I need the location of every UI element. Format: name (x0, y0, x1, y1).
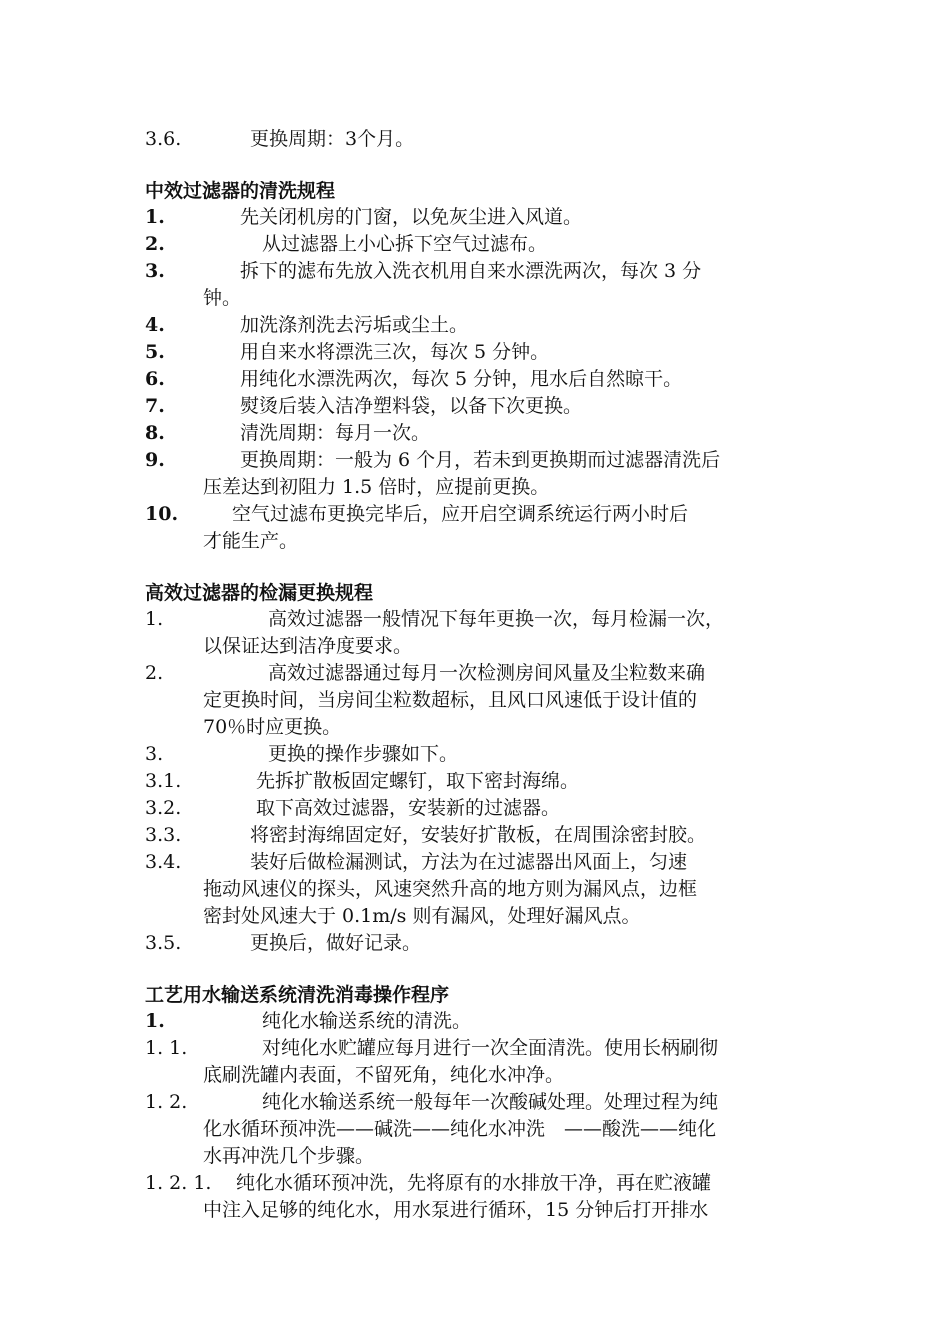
item-number: 6. (145, 368, 165, 390)
item-number: 3.4. (145, 851, 182, 873)
item-number: 1. (145, 206, 165, 228)
item-text-continued: 化水循环预冲洗——碱洗——纯化水冲洗 ——酸洗——纯化 (203, 1118, 717, 1140)
item-text-continued: 钟。 (203, 287, 242, 309)
item-text-continued: 拖动风速仪的探头，风速突然升高的地方则为漏风点，边框 (203, 878, 698, 900)
item-text: 高效过滤器通过每月一次检测房间风量及尘粒数来确 (268, 662, 706, 684)
item-number: 1. (145, 1010, 165, 1032)
item-text-continued: 底刷洗罐内表面，不留死角，纯化水冲净。 (203, 1064, 565, 1086)
item-number: 1. 2. 1. (145, 1172, 212, 1194)
item-text: 将密封海绵固定好，安装好扩散板，在周围涂密封胶。 (250, 824, 707, 846)
item-text: 先关闭机房的门窗，以免灰尘进入风道。 (240, 206, 583, 228)
item-number: 3.1. (145, 770, 182, 792)
item-text: 更换的操作步骤如下。 (268, 743, 459, 765)
item-number: 9. (145, 449, 165, 471)
item-text: 纯化水循环预冲洗，先将原有的水排放干净，再在贮液罐 (236, 1172, 712, 1194)
section-title: 高效过滤器的检漏更换规程 (145, 582, 374, 604)
item-text-continued: 才能生产。 (203, 530, 299, 552)
item-text-continued: 水再冲洗几个步骤。 (203, 1145, 375, 1167)
item-text-continued: 中注入足够的纯化水，用水泵进行循环，15 分钟后打开排水 (203, 1199, 709, 1221)
item-number: 1. 2. (145, 1091, 188, 1113)
item-text: 更换周期：3个月。 (250, 128, 415, 150)
item-text: 更换周期：一般为 6 个月，若未到更换期而过滤器清洗后 (240, 449, 721, 471)
item-number: 1. (145, 608, 164, 630)
item-number: 10. (145, 503, 179, 525)
item-number: 2. (145, 662, 164, 684)
item-number: 5. (145, 341, 165, 363)
section-title: 中效过滤器的清洗规程 (145, 180, 336, 202)
item-number: 3.3. (145, 824, 182, 846)
item-text: 纯化水输送系统的清洗。 (262, 1010, 472, 1032)
item-text: 用自来水将漂洗三次，每次 5 分钟。 (240, 341, 550, 363)
item-text: 取下高效过滤器，安装新的过滤器。 (256, 797, 561, 819)
item-number: 1. 1. (145, 1037, 188, 1059)
item-text-continued: 70％时应更换。 (203, 716, 342, 738)
item-text: 熨烫后装入洁净塑料袋，以备下次更换。 (240, 395, 583, 417)
section-title: 工艺用水输送系统清洗消毒操作程序 (145, 984, 450, 1006)
item-text: 从过滤器上小心拆下空气过滤布。 (262, 233, 548, 255)
item-text-continued: 以保证达到洁净度要求。 (203, 635, 413, 657)
item-number: 3.6. (145, 128, 182, 150)
item-number: 3. (145, 260, 165, 282)
item-number: 2. (145, 233, 165, 255)
item-number: 3. (145, 743, 164, 765)
item-text: 加洗涤剂洗去污垢或尘土。 (240, 314, 469, 336)
item-number: 3.5. (145, 932, 182, 954)
item-text-continued: 压差达到初阻力 1.5 倍时，应提前更换。 (203, 476, 550, 498)
item-text: 空气过滤布更换完毕后，应开启空调系统运行两小时后 (232, 503, 689, 525)
item-number: 4. (145, 314, 165, 336)
item-number: 3.2. (145, 797, 182, 819)
item-text: 纯化水输送系统一般每年一次酸碱处理。处理过程为纯 (262, 1091, 719, 1113)
item-number: 7. (145, 395, 165, 417)
item-text-continued: 密封处风速大于 0.1m/s 则有漏风，处理好漏风点。 (203, 905, 641, 927)
item-text-continued: 定更换时间，当房间尘粒数超标，且风口风速低于设计值的 (203, 689, 698, 711)
item-text: 更换后，做好记录。 (250, 932, 422, 954)
item-text: 拆下的滤布先放入洗衣机用自来水漂洗两次，每次 3 分 (240, 260, 702, 282)
item-text: 先拆扩散板固定螺钉，取下密封海绵。 (256, 770, 580, 792)
item-text: 装好后做检漏测试，方法为在过滤器出风面上，匀速 (250, 851, 688, 873)
item-text: 清洗周期：每月一次。 (240, 422, 431, 444)
item-text: 高效过滤器一般情况下每年更换一次，每月检漏一次， (268, 608, 725, 630)
item-text: 用纯化水漂洗两次，每次 5 分钟，甩水后自然晾干。 (240, 368, 683, 390)
item-number: 8. (145, 422, 165, 444)
item-text: 对纯化水贮罐应每月进行一次全面清洗。使用长柄刷彻 (262, 1037, 719, 1059)
